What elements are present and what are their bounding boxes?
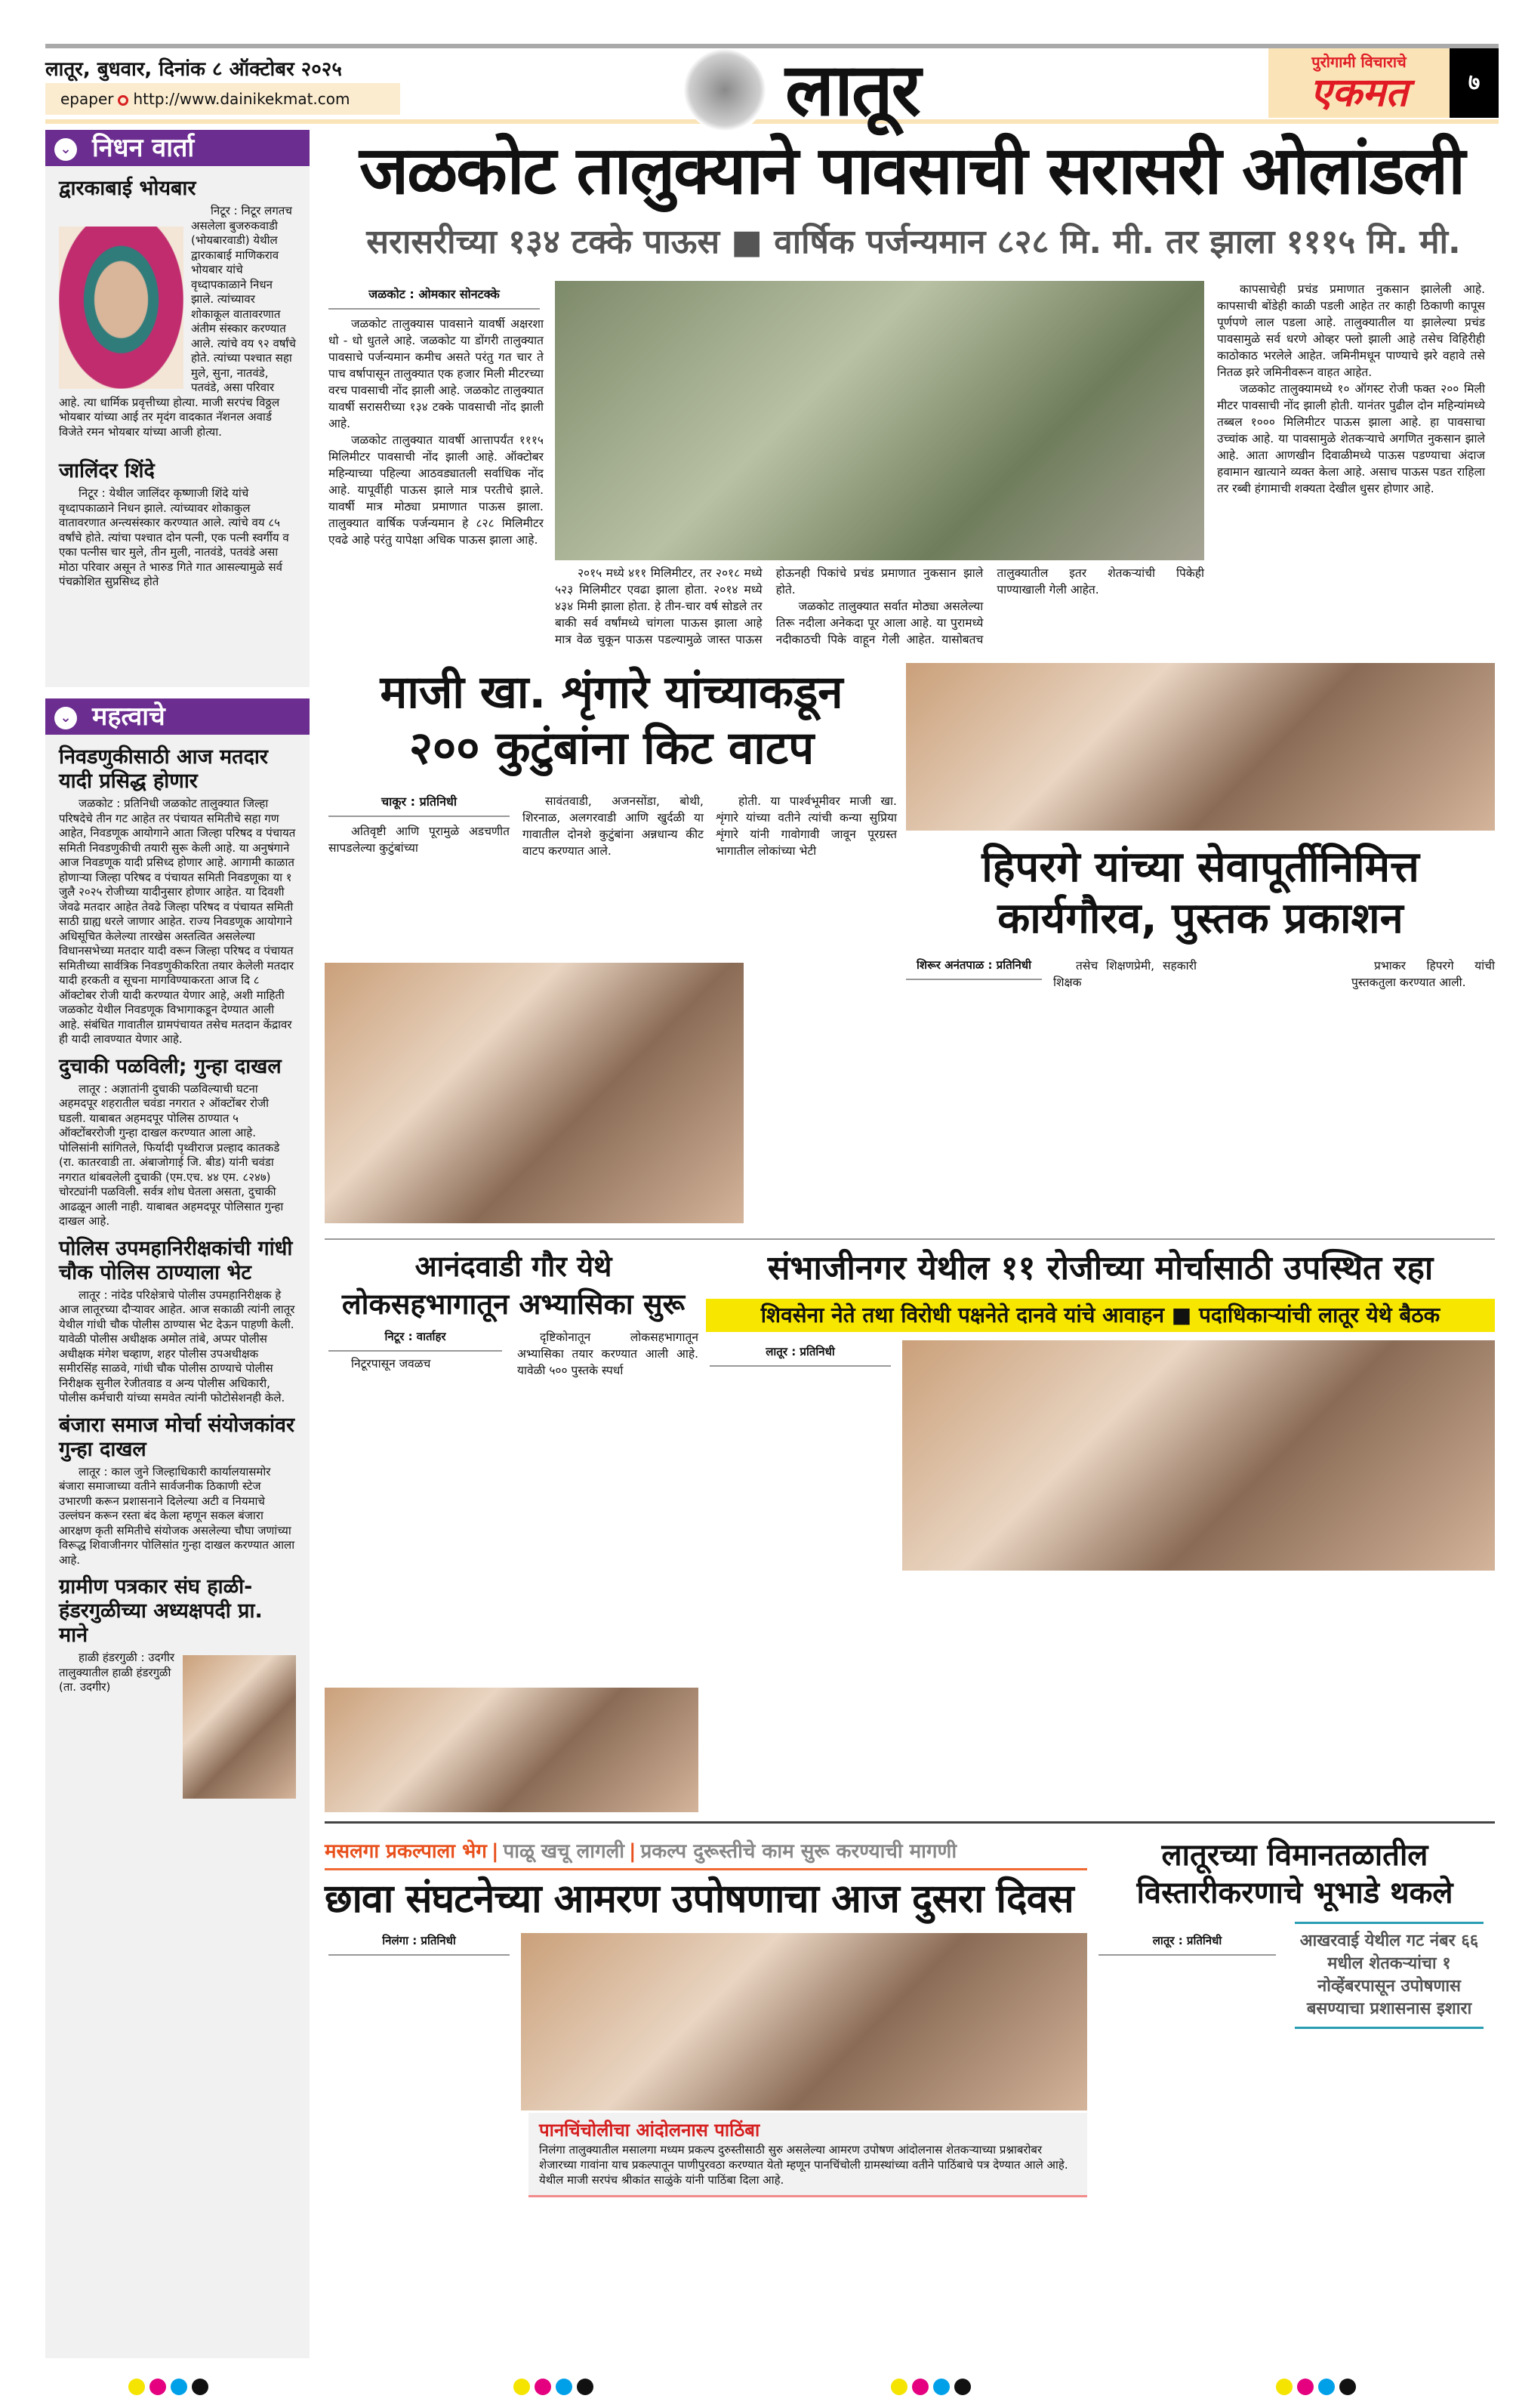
registration-dot [535, 2379, 551, 2395]
lead-body-below-photo: २०१५ मध्ये ४११ मिलिमीटर, तर २०१८ मध्ये ५२३ मिलिमीटर एवढा झाला होता. २०१४ मध्ये ४३४ मिमी झाला होता. हे तीन-चार वर्ष सोडले तर बाकी सर्व वर्षांमध्ये चांगला पाऊस झाला आहे मात्र वेळ चुकून पाऊस पडल्यामुळे जास्त पाऊस होऊनही पिकांचे प्रचंड प्रमाणात नुकसान झाले होते. जळकोट तालुक्यात सर्वात मोठ्या असलेल्या तिरू नदीला अनेकदा पूर आला आहे. या पुरामध्ये नदीकाठची पिके वाहून गेली आहेत. यासोबतच तालुक्यातील इतर शेतकऱ्यांची पिकेही पाण्याखाली गेली आहेत. [555, 566, 1204, 646]
logo-name: एकमत [1310, 70, 1408, 116]
morcha-strap: शिवसेना नेते तथा विरोधी पक्षनेते दानवे यांचे आवाहन ■ पदाधिकाऱ्यांची लातूर येथे बैठक [706, 1299, 1495, 1332]
lead-byline: जळकोट : ओमकार सोनटक्के [328, 285, 540, 310]
district-map-logo [683, 48, 766, 131]
support-box-text: निलंगा तालुक्यातील मसालगा मध्यम प्रकल्प दुरुस्तीसाठी सुरु असलेल्या आमरण उपोषण आंदोलनास शेतकऱ्याच्या प्रश्नाबरोबर शेजारच्या गावांना याच प्रकल्पातून पाणीपुरवठा करण्यात येतो म्हणून पानचिंचोली ग्रामस्थांच्या वतीने पाठिंबाचे पत्र देण्यात आले आहे. येथील माजी सरपंच श्रीकांत साळुंके यांनी पाठिंबा दिला आहे. [539, 2143, 1068, 2187]
epaper-label: epaper [60, 90, 114, 108]
registration-dot [1297, 2379, 1314, 2395]
obituary-text: निटूर : येथील जालिंदर कृष्णाजी शिंदे यांचे वृध्दापकाळाने निधन झाले. त्यांच्यावर शोकाकुल वातावरणात अन्त्यसंस्कार करण्यात आले. त्यांचे वय ८५ वर्षांचे होते. त्यांचा पश्चात दोन पत्नी, एक पत्नी स्वर्गीय व एका पत्नीस चार मुले, तीन मुली, नातवंडे, पतवंडे असा मोठा परिवार असून ते भारुड गिते गात आसल्यामुळे सर्व पंचक्रोशित सुप्रसिध्द होते [59, 486, 289, 588]
morcha-byline: लातूर : प्रतिनिधी [710, 1344, 891, 1367]
hunger-strike-kicker: मसलगा प्रकल्पाला भेग | पाळू खचू लागली | प्रकल्प दुरूस्तीचे काम सुरू करण्याची मागणी [325, 1836, 1087, 1870]
news-text: लातूर : काल जुने जिल्हाधिकारी कार्यालयासमोर बंजारा समाजाच्या वतीने सार्वजनीक ठिकाणी स्टेज उभारणी करून प्रशासनाने दिलेल्या अटी व नियमाचे उल्लंघन करून रस्ता बंद केला म्हणून सकल बंजारा आरक्षण कृती समितीचे संयोजक असलेल्या चौघा जणांच्या विरूद्ध शिवाजीनगर पोलिसांत गुन्हा दाखल करण्यात आला आहे. [59, 1464, 295, 1567]
library-body-col2: दृष्टिकोनातून लोकसहभागातून अभ्यासिका तयार करण्यात आली आहे. यावेळी ५०० पुस्तके स्पर्धा [517, 1330, 698, 1377]
flooded-field-photo [555, 281, 1204, 560]
registration-dot [513, 2379, 530, 2395]
important-news-list [45, 735, 310, 2358]
meeting-photo [902, 1340, 1495, 1571]
logo-tagline: पुरोगामी विचाराचे [1311, 53, 1407, 71]
news-title: बंजारा समाज मोर्चा संयोजकांवर गुन्हा दाखल [59, 1413, 295, 1461]
retirement-byline: शिरूर अनंतपाळ : प्रतिनिधी [906, 957, 1042, 980]
obituary-name: जालिंदर शिंदे [59, 459, 155, 483]
registration-dot [577, 2379, 593, 2395]
lead-body-col1: जळकोट तालुक्यास पावसाने यावर्षी अक्षरशा धो - धो धुतले आहे. जळकोट या डोंगरी तालुक्यात पावसाचे पर्जन्यमान कमीच असते परंतु गत चार ते पाच वर्षापासून तालुक्यात एक हजार मिली मीटरच्या वरच पावसाची नोंद झाली आहे. जळकोट तालुक्यात यावर्षी सरासरीच्या १३४ टक्के पावसाची नोंद झाली आहे. जळकोट तालुक्यात यावर्षी आत्तापर्यंत १११५ मिलिमीटर पावसाची नोंद झाली आहे. ऑक्टोबर महिन्याच्या पहिल्या आठवड्यातली सर्वाधिक नोंद आहे. यापूर्वीही पाऊस झाले मात्र परतीचे झाले. यावर्षी मात्र मोठ्या प्रमाणात पाऊस झाला. तालुक्यात वार्षिक पर्जन्यमान हे ८२८ मिलिमीटर एवढे आहे परंतु यापेक्षा अधिक पाऊस झाला आहे. [328, 317, 544, 547]
registration-dot [1318, 2379, 1335, 2395]
link-icon [118, 95, 128, 106]
obituary-list [45, 166, 310, 687]
registration-dot [149, 2379, 166, 2395]
section-label: महत्वाचे [92, 701, 165, 732]
registration-dot [912, 2379, 929, 2395]
obituary-section-header [45, 130, 310, 166]
obituary-photo [59, 227, 183, 389]
library-body-col1: निटूरपासून जवळच [351, 1357, 431, 1370]
page-number: ७ [1450, 48, 1499, 118]
registration-dot [192, 2379, 208, 2395]
support-box-title: पानचिंचोलीचा आंदोलनास पाठिंबा [539, 2120, 760, 2141]
edition-date: लातूर, बुधवार, दिनांक ८ ऑक्टोबर २०२५ [45, 58, 342, 81]
library-headline: आनंदवाडी गौर येथे लोकसहभागातून अभ्यासिका सुरू [341, 1250, 686, 1321]
airport-byline: लातूर : प्रतिनिधी [1098, 1933, 1276, 1956]
important-section-header [45, 698, 310, 735]
retirement-headline: हिपरगे यांच्या सेवापूर्तीनिमित्त कार्यगौरव, पुस्तक प्रकाशन [981, 843, 1419, 943]
section-title: लातूर [785, 48, 920, 132]
section-label: निधन वार्ता [92, 133, 195, 163]
registration-dot [933, 2379, 950, 2395]
lead-headline: जळकोट तालुक्याने पावसाची सरासरी ओलांडली [359, 131, 1465, 209]
section-divider [325, 1238, 1495, 1240]
kit-distribution-headline: माजी खा. शृंगारे यांच्याकडून २०० कुटुंबांना किट वाटप [380, 666, 843, 775]
chevron-down-icon: ⌄ [54, 138, 77, 161]
registration-dot [1276, 2379, 1293, 2395]
registration-dot [171, 2379, 187, 2395]
registration-dot [128, 2379, 145, 2395]
library-byline: निटूर : वार्ताहर [328, 1329, 502, 1352]
morcha-headline: संभाजीनगर येथील ११ रोजीच्या मोर्चासाठी उपस्थित रहा [767, 1249, 1434, 1287]
epaper-url: http://www.dainikekmat.com [133, 90, 350, 108]
epaper-link[interactable] [45, 83, 400, 115]
kit-distribution-body-col3: होती. या पार्श्वभूमीवर माजी खा. शृंगारे यांच्या वतीने त्यांची कन्या सुप्रिया शृंगारे यांनी गावोगावी जावून पूरग्रस्त भागातील लोकांच्या भेटी [716, 794, 897, 858]
lead-body-right: कापसाचेही प्रचंड प्रमाणात नुकसान झालेली आहे. कापसाची बोंडेही काळी पडली आहेत तर काही ठिकाणी कापूस पूर्णपणे लाल पडला आहे. तालुक्यातील या झालेल्या प्रचंड पावसामुळे सर्व धरणे ओव्हर फ्लो झाली आहे तसेच विहिरीही काठोकाठ भरलेले आहेत. जमिनीमधून पाण्याचे झरे वहावे तसे नितळ झरे जमिनीवरून वाहत आहेत. जळकोट तालुक्यामध्ये १० ऑगस्ट रोजी फक्त २०० मिली मीटर पावसाची नोंद झाली होती. यानंतर पुढील दोन महिन्यांमध्ये तब्बल १००० मिलिमीटर पाऊस झाला आहे. हा पावसाचा उच्चांक आहे. या पावसामुळे शेतकऱ्याचे अगणित नुकसान झाले आहे. आता आणखीन दिवाळीमध्ये पाऊस पडण्याचा अंदाज हवामान खात्याने व्यक्त केला आहे. असाच पाऊस पडत राहिला तर रब्बी हंगामाची शक्यता देखील धुसर होणार आहे. [1217, 282, 1485, 495]
registration-dot [1339, 2379, 1356, 2395]
kit-distribution-byline: चाकूर : प्रतिनिधी [328, 793, 510, 817]
registration-dot [954, 2379, 971, 2395]
obituary-text: निटूर : निटूर लगतच असलेला बुजरुकवाडी (भोयबारवाडी) येथील द्वारकाबाई माणिकराव भोयबार यांचे वृध्दापकाळाने निधन झाले. त्यांच्यावर शोकाकूल वातावरणात अंतीम संस्कार करण्यात आले. त्यांचे वय ९२ वर्षांचे होते. त्यांच्या पश्चात सहा मुले, सुना, नातवंडे, पतवंडे, असा परिवार आहे. त्या धार्मिक प्रवृत्तीच्या होत्या. माजी सरपंच विठ्ठल भोयबार यांच्या आई तर मृदंग वादकात नॅशनल अवार्ड विजेते रमन भोयबार यांच्या आजी होत्या. [59, 204, 296, 439]
news-title: पोलिस उपमहानिरीक्षकांची गांधी चौक पोलिस ठाण्याला भेट [59, 1236, 293, 1284]
news-title: ग्रामीण पत्रकार संघ हाळी-हंडरगुळीच्या अध्यक्षपदी प्रा. माने [59, 1575, 263, 1647]
hunger-strike-headline: छावा संघटनेच्या आमरण उपोषणाचा आज दुसरा दिवस [325, 1876, 1074, 1922]
retirement-body-col2: तसेच शिक्षणप्रेमी, सहकारी शिक्षक [1053, 959, 1197, 989]
lead-subheadline: सरासरीच्या १३४ टक्के पाऊस ■ वार्षिक पर्जन्यमान ८२८ मि. मी. तर झाला १११५ मि. मी. [366, 223, 1461, 261]
library-photo [325, 1688, 698, 1812]
news-text: लातूर : अज्ञातांनी दुचाकी पळविल्याची घटना अहमदपूर शहरातील चवंडा नगरात २ ऑक्टोंबर रोजी घडली. याबाबत अहमदपूर पोलिस ठाण्यात ५ ऑक्टोंबररोजी गुन्हा दाखल करण्यात आला आहे. पोलिसांनी सांगितले, फिर्यादी पृथ्वीराज प्रल्हाद कातकडे (रा. कातरवाडी ता. अंबाजोगाई जि. बीड) यांनी चवंडा नगरात थांबवलेली दुचाकी (एम.एच. ४४ एम. ८२४७) चोरट्यांनी पळविली. सर्वत्र शोध घेतला असता, दुचाकी आढळून आली नाही. याबाबत अहमदपूर पोलिसात गुन्हा दाखल आहे. [59, 1081, 284, 1228]
hunger-strike-photo [521, 1933, 1087, 2110]
kit-distribution-body-col1: अतिवृष्टी आणि पूरामुळे अडचणीत सापडलेल्या कुटुंबांच्या [328, 825, 510, 855]
section-divider [325, 1821, 1495, 1824]
masthead-rule [45, 119, 1499, 124]
felicitation-photo [906, 663, 1495, 831]
kit-distribution-body-col2: सावंतवाडी, अजनसोंडा, बोथी, शिरनाळ, अलगरवाडी आणि खुर्दळी या गावातील दोनशे कुटुंबांना अन्नधान्य कीट वाटप करण्यात आले. [522, 794, 704, 858]
newspaper-logo [1268, 48, 1450, 118]
registration-dot [891, 2379, 907, 2395]
news-title: निवडणुकीसाठी आज मतदार यादी प्रसिद्ध होणार [59, 745, 268, 793]
kit-distribution-photo [325, 963, 744, 1223]
registration-dot [556, 2379, 572, 2395]
airport-highlight-box: आखरवाई येथील गट नंबर ६६ मधील शेतकऱ्यांचा १ नोव्हेंबरपासून उपोषणास बसण्याचा प्रशासनास इशारा [1295, 1922, 1484, 2029]
retirement-body-col4: प्रभाकर हिपरगे यांची पुस्तकतुला करण्यात आली. [1351, 959, 1495, 989]
news-text: जळकोट : प्रतिनिधी जळकोट तालुक्यात जिल्हा परिषदेचे तीन गट आहेत तर पंचायत समितीचे सहा गण आहेत, निवडणूक आयोगाने आता जिल्हा परिषद व पंचायत समिती निवडणुकीची तयारी सुरू केली आहे. या अनुषंगाने आज निवडणूक यादी प्रसिध्द होणार आहे. आगामी काळात होणाऱ्या जिल्हा परिषद व पंचायत समिती निवडणूका या १ जुलै २०२५ रोजीच्या यादीनुसार होणार आहेत. या दिवशी जेवढे मतदार आहेत तेवढे जिल्हा परिषद व पंचायत समिती साठी ग्राह्य धरले जाणार आहेत. राज्य निवडणूक आयोगाने अधिसूचित केलेल्या तारखेस अस्तत्वित असलेल्या विधानसभेच्या मतदार यादी वरून जिल्हा परिषद व पंचायत समितीच्या सार्वत्रिक निवडणुकीकरिता तयार केलेली मतदार यादी हरकती व सूचना मागविण्याकरता आज दि ८ ऑक्टोबर रोजी यादी करण्यात येणार आहे, अशी माहिती जळकोट येथील निवडणूक विभागाकडून देण्यात आली आहे. संबंधित गावातील ग्रामपंचायत तसेच मतदान केंद्रावर ही यादी लावण्यात येणार आहे. [59, 797, 296, 1046]
support-box [528, 2113, 1087, 2197]
chevron-down-icon: ⌄ [54, 707, 77, 729]
news-photo [183, 1655, 296, 1799]
airport-headline: लातूरच्या विमानतळातील विस्तारीकरणाचे भूभाडे थकले [1136, 1838, 1453, 1910]
obituary-name: द्वारकाबाई भोयबार [59, 177, 196, 200]
hunger-strike-byline: निलंगा : प्रतिनिधी [328, 1933, 510, 1956]
news-text: हाळी हंडरगुळी : उदगीर तालुक्यातील हाळी हंडरगुळी (ता. उदगीर) [59, 1651, 174, 1694]
news-title: दुचाकी पळविली; गुन्हा दाखल [59, 1054, 282, 1078]
news-text: लातूर : नांदेड परिक्षेत्राचे पोलीस उपमहानिरीक्षक हे आज लातूरच्या दौऱ्यावर आहेत. आज सकाळी त्यांनी लातूर येथील गांधी चौक पोलीस ठाण्यास भेट देऊन पाहणी केली. यावेळी पोलीस अधीक्षक अमोल तांबे, अप्पर पोलीस अधीक्षक मंगेश चव्हाण, शहर पोलीस उपअधीक्षक समीरसिंह साळवे, गांधी चौक पोलीस ठाण्याचे पोलीस निरीक्षक सुनील रेजीतवाड व अन्य पोलीस अधिकारी, पोलीस कर्मचारी यांच्या समवेत त्यांनी फोटोसेशनही केले. [59, 1287, 295, 1404]
